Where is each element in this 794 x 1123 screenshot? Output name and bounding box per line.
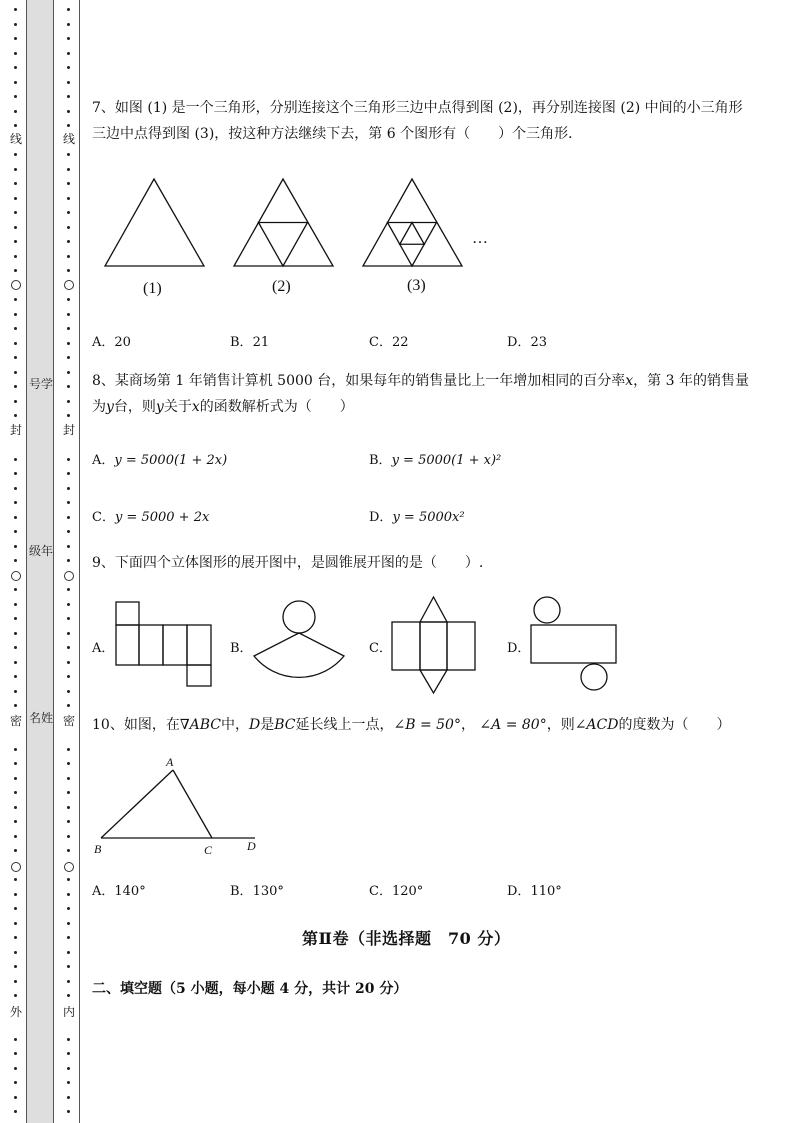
prism-net-figure xyxy=(392,595,482,695)
binding-dot xyxy=(14,1038,17,1041)
binding-dot xyxy=(67,124,70,127)
binding-dot xyxy=(14,806,17,809)
q10-option-c[interactable]: C．120° xyxy=(369,884,424,899)
binding-dot xyxy=(14,153,17,156)
binding-dot xyxy=(67,559,70,562)
q8-option-c[interactable]: C．y = 5000 + 2x xyxy=(92,510,210,525)
binding-dot xyxy=(67,675,70,678)
binding-dot xyxy=(14,23,17,26)
binding-dot xyxy=(67,95,70,98)
binding-dot xyxy=(67,617,70,620)
figure-2-triangle xyxy=(233,178,343,268)
binding-dot xyxy=(14,965,17,968)
binding-dot xyxy=(67,936,70,939)
binding-dot xyxy=(14,356,17,359)
binding-dot xyxy=(14,52,17,55)
binding-dot xyxy=(67,632,70,635)
binding-dot xyxy=(14,936,17,939)
binding-dot xyxy=(14,545,17,548)
binding-dot xyxy=(14,530,17,533)
binding-dot xyxy=(67,965,70,968)
binding-dot xyxy=(14,1067,17,1070)
inner-dotted-line xyxy=(64,0,74,1123)
binding-dot xyxy=(67,211,70,214)
q7-option-c[interactable]: C．22 xyxy=(369,335,409,350)
binding-dot xyxy=(14,501,17,504)
binding-dot xyxy=(14,632,17,635)
binding-dot xyxy=(67,806,70,809)
binding-dot xyxy=(67,893,70,896)
binding-dot xyxy=(67,52,70,55)
q7-option-b[interactable]: B．21 xyxy=(230,335,270,350)
binding-dot xyxy=(14,197,17,200)
point-c-label: C xyxy=(204,843,213,857)
question-9-text: 9、下面四个立体图形的展开图中，是圆锥展开图的是（ ）. xyxy=(92,555,484,571)
binding-rule xyxy=(79,0,80,1123)
binding-dot xyxy=(67,168,70,171)
binding-dot xyxy=(67,371,70,374)
binding-dot xyxy=(67,545,70,548)
fill-blank-section-title: 二、填空题（5 小题，每小题 4 分，共计 20 分） xyxy=(92,981,408,997)
point-a-label: A xyxy=(166,755,174,769)
binding-dot xyxy=(14,980,17,983)
binding-dot xyxy=(14,66,17,69)
binding-dot xyxy=(67,458,70,461)
binding-dot xyxy=(67,37,70,40)
binding-dot xyxy=(14,878,17,881)
binding-dot xyxy=(67,110,70,113)
q7-option-d[interactable]: D．23 xyxy=(507,335,547,350)
binding-dot xyxy=(67,385,70,388)
binding-dot xyxy=(14,1110,17,1113)
binding-dot xyxy=(67,951,70,954)
binding-dot xyxy=(14,951,17,954)
binding-circle xyxy=(11,280,21,290)
binding-dot xyxy=(14,342,17,345)
binding-dot xyxy=(67,182,70,185)
binding-dot xyxy=(67,1067,70,1070)
binding-dot xyxy=(14,226,17,229)
binding-dot xyxy=(67,603,70,606)
binding-dot xyxy=(14,646,17,649)
binding-dot xyxy=(67,1038,70,1041)
q9-option-b[interactable]: B． xyxy=(230,641,253,656)
question-10-text: 10、如图，在∇ABC中，D是BC延长线上一点，∠B = 50°， ∠A = 80°，则∠ACD的度数为（ ） xyxy=(92,717,731,733)
binding-dot xyxy=(14,994,17,997)
cylinder-net-figure xyxy=(530,596,620,696)
binding-dot xyxy=(14,313,17,316)
binding-dot xyxy=(67,994,70,997)
q9-option-a[interactable]: A． xyxy=(92,641,115,656)
figure-3-label: (3) xyxy=(407,277,426,294)
q8-option-d[interactable]: D．y = 5000x² xyxy=(369,510,465,525)
cone-net-figure xyxy=(252,600,352,690)
binding-circle xyxy=(11,862,21,872)
binding-dot xyxy=(14,690,17,693)
binding-dot xyxy=(14,820,17,823)
binding-dot xyxy=(14,893,17,896)
binding-dot xyxy=(67,1096,70,1099)
binding-dot xyxy=(67,588,70,591)
binding-dot xyxy=(14,835,17,838)
binding-dot xyxy=(14,8,17,11)
binding-dot xyxy=(67,313,70,316)
binding-dot xyxy=(67,530,70,533)
binding-dot xyxy=(14,516,17,519)
binding-dot xyxy=(67,661,70,664)
q10-option-d[interactable]: D．110° xyxy=(507,884,562,899)
binding-dot xyxy=(14,371,17,374)
binding-margin xyxy=(0,0,82,1123)
outer-mark-3: 外 xyxy=(9,1005,22,1019)
binding-dot xyxy=(14,748,17,751)
binding-dot xyxy=(67,342,70,345)
binding-dot xyxy=(67,922,70,925)
outer-dotted-line xyxy=(11,0,21,1123)
figure-3-triangle xyxy=(362,178,472,268)
binding-dot xyxy=(14,907,17,910)
binding-dot xyxy=(14,240,17,243)
binding-dot xyxy=(67,255,70,258)
binding-dot xyxy=(14,414,17,417)
inner-mark-3: 内 xyxy=(62,1005,75,1019)
binding-dot xyxy=(14,37,17,40)
binding-dot xyxy=(67,414,70,417)
binding-dot xyxy=(67,835,70,838)
q8-option-a[interactable]: A．y = 5000(1 + 2x) xyxy=(92,453,228,468)
q8-option-b[interactable]: B．y = 5000(1 + x)² xyxy=(369,453,502,468)
binding-dot xyxy=(14,661,17,664)
binding-dot xyxy=(14,400,17,403)
strip-label-number: 号学 xyxy=(28,377,53,391)
binding-dot xyxy=(67,197,70,200)
binding-dot xyxy=(67,81,70,84)
binding-dot xyxy=(67,153,70,156)
binding-dot xyxy=(14,777,17,780)
binding-dot xyxy=(67,1052,70,1055)
cube-net-figure xyxy=(116,602,216,688)
binding-dot xyxy=(67,269,70,272)
binding-dot xyxy=(67,226,70,229)
binding-circle xyxy=(11,571,21,581)
binding-dot xyxy=(14,168,17,171)
outer-mark-1: 封 xyxy=(9,423,22,437)
binding-dot xyxy=(14,458,17,461)
binding-dot xyxy=(14,588,17,591)
binding-dot xyxy=(14,1081,17,1084)
point-d-label: D xyxy=(247,839,256,853)
binding-dot xyxy=(67,327,70,330)
binding-dot xyxy=(67,849,70,852)
binding-dot xyxy=(67,240,70,243)
binding-dot xyxy=(14,327,17,330)
triangle-abc-figure xyxy=(100,768,260,843)
binding-dot xyxy=(67,762,70,765)
strip-label-name: 名姓 xyxy=(28,711,53,725)
figure-1-label: (1) xyxy=(143,280,162,297)
binding-dot xyxy=(67,748,70,751)
binding-circle xyxy=(64,862,74,872)
figure-ellipsis: … xyxy=(472,230,488,247)
binding-circle xyxy=(64,280,74,290)
binding-dot xyxy=(67,690,70,693)
binding-dot xyxy=(14,603,17,606)
binding-dot xyxy=(67,472,70,475)
binding-dot xyxy=(14,472,17,475)
inner-mark-2: 密 xyxy=(62,714,75,728)
binding-dot xyxy=(14,704,17,707)
binding-dot xyxy=(14,385,17,388)
q7-option-a[interactable]: A．20 xyxy=(92,335,131,350)
binding-dot xyxy=(67,704,70,707)
student-info-strip xyxy=(26,0,54,1123)
point-b-label: B xyxy=(94,842,102,856)
binding-dot xyxy=(14,849,17,852)
binding-dot xyxy=(14,269,17,272)
binding-dot xyxy=(14,110,17,113)
binding-dot xyxy=(67,356,70,359)
binding-dot xyxy=(67,820,70,823)
binding-dot xyxy=(67,487,70,490)
binding-dot xyxy=(14,211,17,214)
binding-circle xyxy=(64,571,74,581)
binding-dot xyxy=(67,907,70,910)
q10-option-b[interactable]: B．130° xyxy=(230,884,284,899)
binding-dot xyxy=(67,1081,70,1084)
figure-2-label: (2) xyxy=(272,278,291,295)
q9-option-d[interactable]: D． xyxy=(507,641,531,656)
question-8-text: 8、某商场第 1 年销售计算机 5000 台，如果每年的销售量比上一年增加相同的百分率x，第 3 年的销售量为y台，则y关于x的函数解析式为（ ） xyxy=(92,373,749,415)
binding-dot xyxy=(67,66,70,69)
binding-dot xyxy=(67,980,70,983)
binding-dot xyxy=(67,878,70,881)
binding-dot xyxy=(14,791,17,794)
outer-mark-2: 密 xyxy=(9,714,22,728)
question-7-text: 7、如图 (1) 是一个三角形，分别连接这个三角形三边中点得到图 (2)，再分别连接图 (2) 中间的小三角形三边中点得到图 (3)，按这种方法继续下去，第 6 个图形有（ ）个三角形． xyxy=(92,100,743,142)
binding-dot xyxy=(67,1110,70,1113)
binding-dot xyxy=(14,1096,17,1099)
q9-option-c[interactable]: C． xyxy=(369,641,392,656)
inner-mark-1: 封 xyxy=(62,423,75,437)
figure-1-triangle xyxy=(104,178,214,268)
binding-dot xyxy=(67,23,70,26)
inner-mark-0: 线 xyxy=(62,132,75,146)
binding-dot xyxy=(14,298,17,301)
binding-dot xyxy=(14,675,17,678)
binding-dot xyxy=(14,95,17,98)
binding-dot xyxy=(67,777,70,780)
outer-mark-0: 线 xyxy=(9,132,22,146)
binding-dot xyxy=(14,559,17,562)
q10-option-a[interactable]: A．140° xyxy=(92,884,146,899)
binding-dot xyxy=(14,617,17,620)
binding-dot xyxy=(67,501,70,504)
binding-dot xyxy=(14,124,17,127)
binding-dot xyxy=(14,762,17,765)
binding-dot xyxy=(14,255,17,258)
binding-dot xyxy=(67,646,70,649)
binding-dot xyxy=(14,922,17,925)
binding-dot xyxy=(67,8,70,11)
section-2-title: 第Ⅱ卷（非选择题 70 分） xyxy=(302,929,511,948)
binding-dot xyxy=(14,182,17,185)
binding-dot xyxy=(14,487,17,490)
binding-dot xyxy=(67,400,70,403)
strip-label-grade: 级年 xyxy=(28,544,53,558)
binding-dot xyxy=(67,791,70,794)
binding-dot xyxy=(14,81,17,84)
binding-dot xyxy=(67,516,70,519)
binding-dot xyxy=(67,298,70,301)
binding-dot xyxy=(14,1052,17,1055)
